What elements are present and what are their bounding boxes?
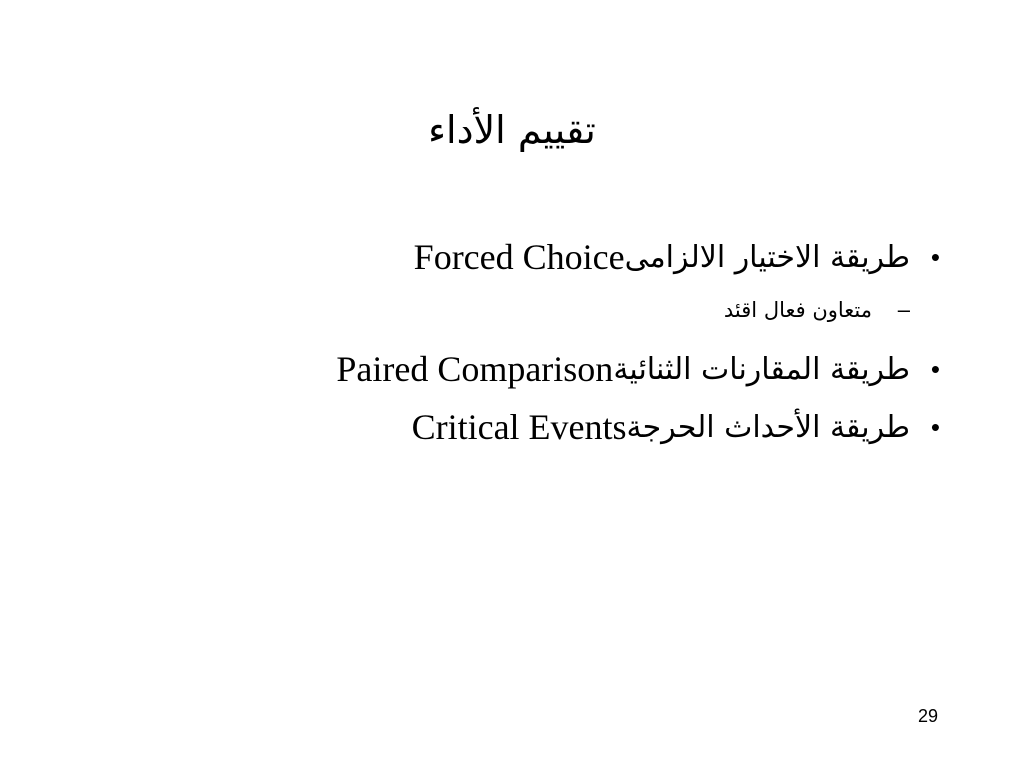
bullet-item-paired-comparison [120,340,940,398]
sub-bullet-arabic-text: متعاون فعال اقئد [723,298,872,322]
bullet-arabic-text: طريقة الاختيار الالزامى [624,239,910,275]
bullet-english-text: Forced Choice [413,237,625,277]
dash-marker-icon: – [897,297,910,322]
bullet-english-text: Paired Comparison [336,349,614,389]
bullet-arabic-text: طريقة المقارنات الثنائية [613,351,910,387]
bullet-marker-icon: • [930,241,940,272]
bullet-marker-icon: • [930,411,940,442]
bullet-marker-icon: • [930,353,940,384]
bullet-list [120,228,940,456]
page-number: 29 [917,706,938,726]
bullet-arabic-text: طريقة الأحداث الحرجة [626,409,910,445]
bullet-item-critical-events [120,398,940,456]
sub-bullet-item [120,286,940,334]
slide-title: تقييم الأداء [428,108,596,152]
bullet-english-text: Critical Events [411,407,627,447]
bullet-item-forced-choice [120,228,940,286]
